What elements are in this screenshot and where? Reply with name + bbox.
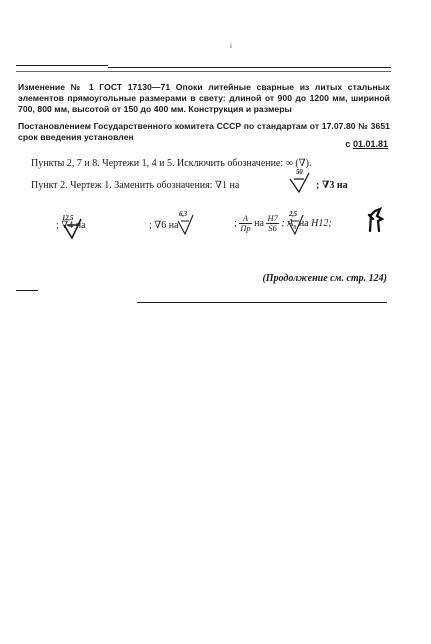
symbol-3-replace: ; ∇3 на (316, 180, 348, 191)
date-prefix: с (345, 139, 351, 149)
amendment-header (18, 82, 390, 143)
roughness-value-2-5: 2,5 (289, 210, 297, 218)
roughness-value-6-3: 6,3 (179, 210, 187, 218)
paragraph-items-2-7-8: Пункты 2, 7 и 8. Чертежи 1, 4 и 5. Исключить обозначение: ∞ (∇). (31, 158, 312, 169)
resolution-text: Постановлением Государственного комитета СССР по стандартам от 17.07.80 № 3651 срок введения установлен (18, 120, 390, 142)
fit-a: ; А (281, 217, 294, 229)
symbol-6-replace: ; ∇6 на (149, 220, 179, 231)
roughness-value-50: 50 (296, 168, 303, 176)
fraction-a-denominator: Пр (240, 223, 251, 233)
separator: ; (234, 217, 237, 229)
fit-a-subscript: 8 (293, 224, 297, 231)
word-na-2: на (298, 217, 309, 229)
fit-replacement-line (234, 214, 332, 233)
paragraph-item-2-text: Пункт 2. Чертеж 1. Заменить обозначения: (31, 180, 213, 191)
paragraph-item-2 (31, 180, 239, 191)
bottom-rule-main (137, 302, 387, 303)
top-rule-thin (16, 71, 391, 72)
symbol-1-replace: ∇1 на (215, 180, 240, 191)
page-marker: i (230, 42, 232, 50)
ink-mark-icon (366, 207, 386, 233)
bottom-rule-left (16, 290, 38, 291)
continued-note: (Продолжение см. стр. 124) (262, 273, 387, 284)
amendment-title: Изменение № 1 ГОСТ 17130—71 Опоки литейные сварные из литых стальных элементов прямоугольные размерами в свету: длиной от 900 до 1200 мм, шириной 700, 800 мм, высотой от 150 до 400 мм. Конструкция и размеры (18, 82, 390, 115)
fraction-a-pr (239, 214, 251, 233)
fraction-h7-s6 (266, 214, 278, 233)
roughness-6-3-icon (176, 212, 198, 236)
fraction-s6-denominator: S6 (268, 223, 277, 233)
fit-h12: H12; (311, 217, 332, 229)
effective-date (345, 139, 388, 149)
symbol-4-replace: ; ∇4 на (56, 220, 86, 231)
top-rule-main (108, 67, 391, 68)
top-rule-left (16, 65, 108, 66)
fraction-a-numerator: А (239, 214, 251, 224)
roughness-value-12-5: 12,5 (62, 214, 74, 222)
date-value: 01.01.81 (352, 139, 388, 149)
fraction-h7-numerator: H7 (267, 213, 278, 223)
word-na-1: на (254, 217, 264, 229)
roughness-50-icon (288, 170, 314, 194)
